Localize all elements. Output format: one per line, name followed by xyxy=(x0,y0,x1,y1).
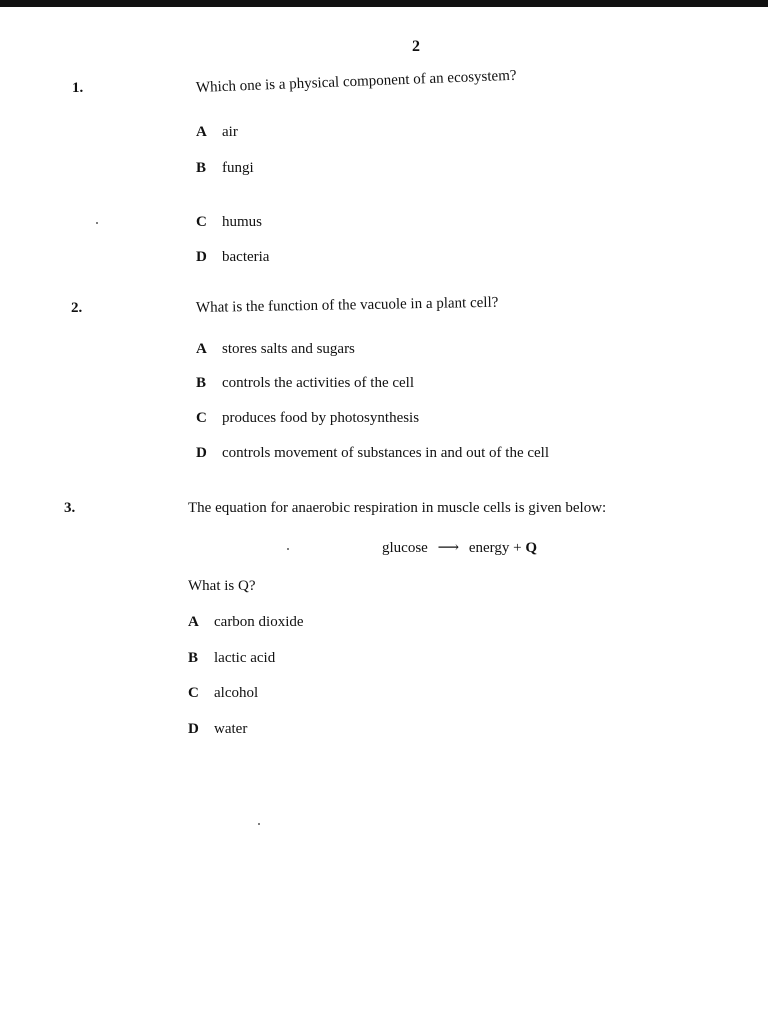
option-text: alcohol xyxy=(214,685,259,701)
question-3-prompt xyxy=(188,578,255,595)
question-2-option-b[interactable] xyxy=(196,375,414,392)
option-letter: C xyxy=(188,685,199,701)
question-1-option-d[interactable] xyxy=(196,249,269,266)
option-letter: D xyxy=(188,721,199,737)
option-letter: D xyxy=(196,445,207,461)
option-text: carbon dioxide xyxy=(214,614,304,630)
question-1-number: 1. xyxy=(72,80,84,96)
option-letter: C xyxy=(196,410,207,426)
arrow-icon: ⟶ xyxy=(437,540,460,556)
option-letter: B xyxy=(196,160,207,176)
question-1-text: Which one is a physical component of an ecosystem? xyxy=(195,67,517,96)
equation-product: energy + xyxy=(468,540,522,556)
question-3-option-b[interactable] xyxy=(188,650,275,667)
question-2-option-d[interactable] xyxy=(196,445,549,462)
option-letter: A xyxy=(196,341,207,357)
question-1-option-a[interactable] xyxy=(196,124,238,141)
scan-speck xyxy=(96,222,98,224)
option-text: bacteria xyxy=(222,249,270,265)
scan-speck xyxy=(287,548,289,550)
question-1-option-b[interactable] xyxy=(196,160,254,177)
option-text: produces food by photosynthesis xyxy=(222,410,420,426)
option-letter: B xyxy=(196,375,207,391)
option-text: controls the activities of the cell xyxy=(222,375,415,391)
question-3-text: The equation for anaerobic respiration in muscle cells is given below: xyxy=(188,500,607,516)
question-2-text: What is the function of the vacuole in a plant cell? xyxy=(195,294,499,316)
equation xyxy=(382,538,537,557)
question-2-option-c[interactable] xyxy=(196,410,419,427)
question-3-option-a[interactable] xyxy=(188,614,304,631)
question-3-option-d[interactable] xyxy=(188,721,247,738)
option-letter: B xyxy=(188,650,199,666)
question-3-option-c[interactable] xyxy=(188,685,258,702)
option-letter: A xyxy=(188,614,199,630)
option-text: humus xyxy=(222,214,263,230)
page-number: 2 xyxy=(412,38,420,55)
option-text: water xyxy=(214,721,248,737)
equation-unknown: Q xyxy=(525,540,538,556)
option-letter: C xyxy=(196,214,207,230)
option-text: controls movement of substances in and out of the cell xyxy=(222,445,550,461)
option-text: stores salts and sugars xyxy=(222,341,355,357)
prompt-text: What is Q? xyxy=(188,578,256,594)
question-1-option-c[interactable] xyxy=(196,214,262,231)
option-text: fungi xyxy=(222,160,254,176)
scan-speck xyxy=(258,823,260,825)
top-border xyxy=(0,0,768,7)
equation-reactant: glucose xyxy=(382,540,428,556)
option-text: lactic acid xyxy=(214,650,276,666)
question-2-number: 2. xyxy=(71,300,83,316)
question-3-number: 3. xyxy=(64,500,76,516)
option-letter: D xyxy=(196,249,207,265)
option-letter: A xyxy=(196,124,207,140)
question-2-option-a[interactable] xyxy=(196,341,355,358)
option-text: air xyxy=(222,124,238,140)
